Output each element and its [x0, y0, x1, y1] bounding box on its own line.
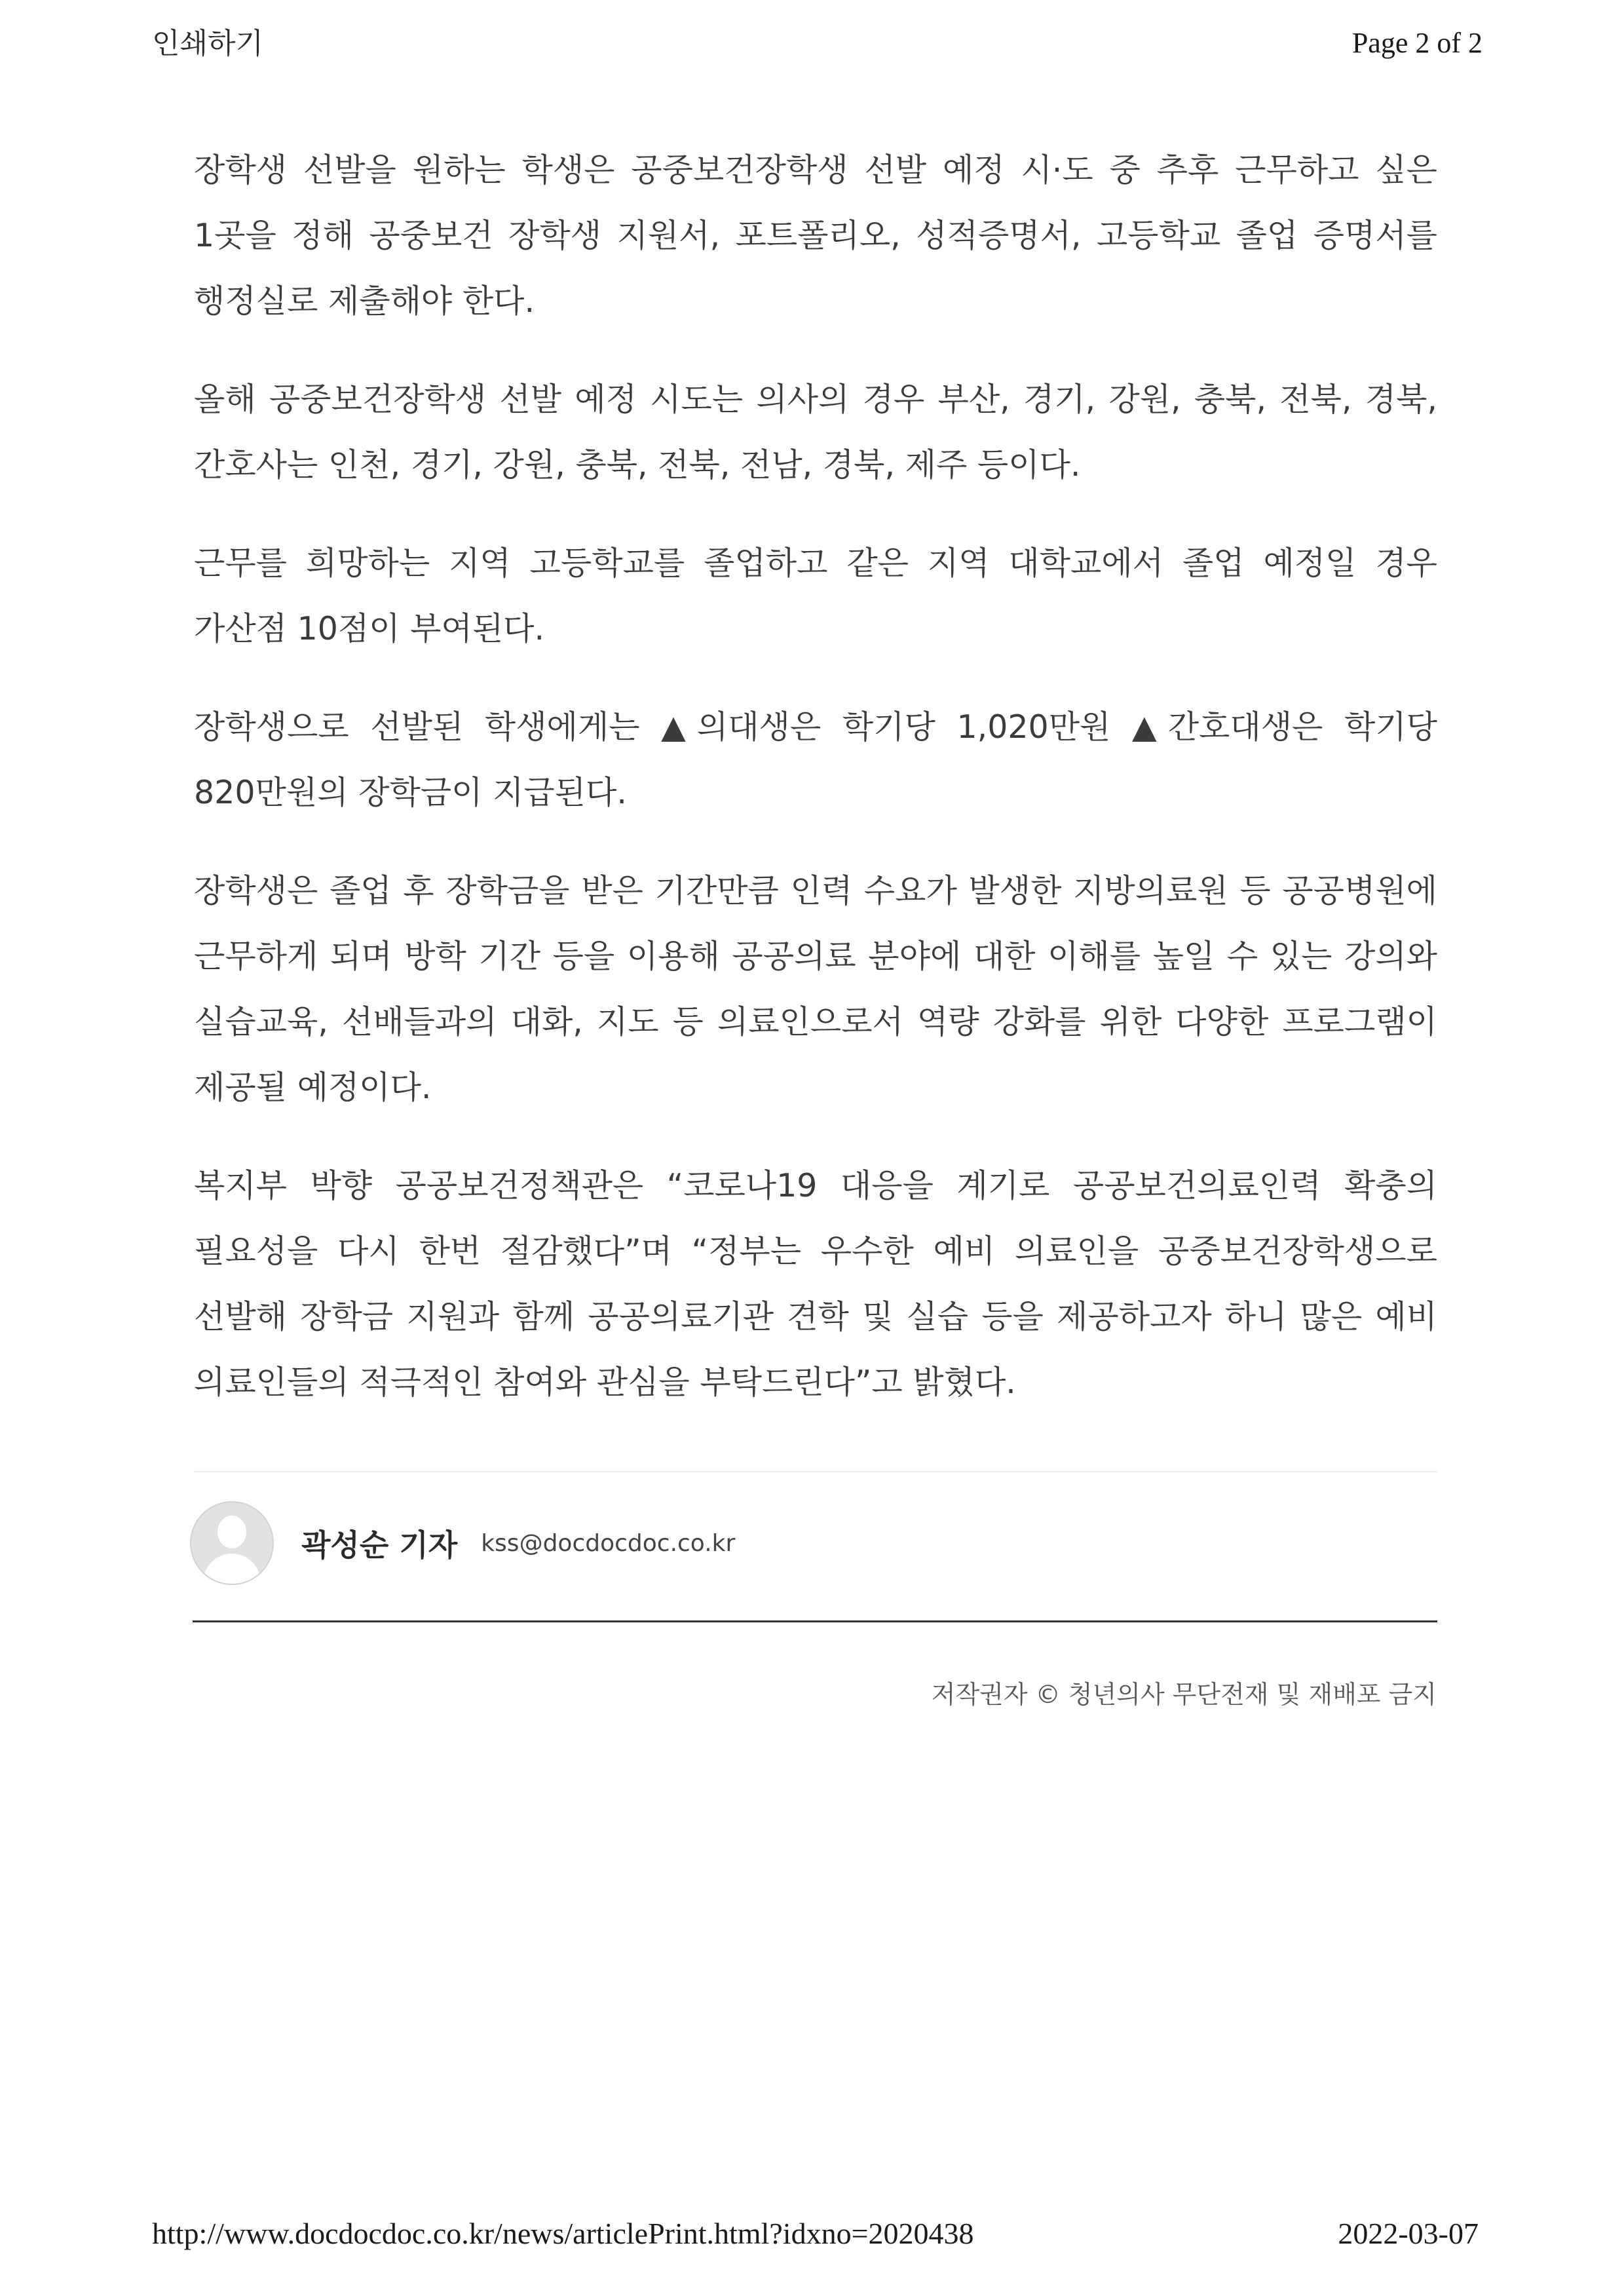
byline	[190, 1501, 735, 1586]
print-footer-date: 2022-03-07	[1338, 2217, 1479, 2250]
article-paragraph: 올해 공중보건장학생 선발 예정 시도는 의사의 경우 부산, 경기, 강원, 충북, 전북, 경북, 간호사는 인천, 경기, 강원, 충북, 전북, 전남, 경북, 제주 등이다.	[194, 381, 1437, 484]
article-body	[194, 138, 1437, 1448]
avatar-head	[217, 1516, 246, 1548]
article-paragraph: 장학생 선발을 원하는 학생은 공중보건장학생 선발 예정 시·도 중 추후 근무하고 싶은 1곳을 정해 공중보건 장학생 지원서, 포트폴리오, 성적증명서, 고등학교 졸업 증명서를 행정실로 제출해야 한다.	[194, 151, 1437, 320]
user-avatar-icon	[190, 1501, 274, 1585]
article-paragraph: 장학생으로 선발된 학생에게는 ▲의대생은 학기당 1,020만원 ▲간호대생은 학기당 820만원의 장학금이 지급된다.	[194, 708, 1437, 811]
reporter-email: kss@docdocdoc.co.kr	[481, 1529, 736, 1557]
page-number: Page 2 of 2	[1351, 27, 1482, 59]
avatar-body	[203, 1554, 261, 1585]
article-paragraph: 복지부 박향 공공보건정책관은 “코로나19 대응을 계기로 공공보건의료인력 확충의 필요성을 다시 한번 절감했다”며 “정부는 우수한 예비 의료인을 공중보건장학생으로 선발해 장학금 지원과 함께 공공의료기관 견학 및 실습 등을 제공하고자 하니 많은 예비 의료인들의 적극적인 참여와 관심을 부탁드린다”고 밝혔다.	[194, 1167, 1437, 1401]
copyright-notice: 저작권자 © 청년의사 무단전재 및 재배포 금지	[931, 1680, 1437, 1709]
byline-divider-bottom	[193, 1620, 1437, 1622]
print-header-title: 인쇄하기	[152, 27, 264, 60]
reporter-name: 곽성순 기자	[301, 1527, 458, 1563]
byline-divider-top	[194, 1471, 1437, 1472]
article-paragraph: 장학생은 졸업 후 장학금을 받은 기간만큼 인력 수요가 발생한 지방의료원 등 공공병원에 근무하게 되며 방학 기간 등을 이용해 공공의료 분야에 대한 이해를 높일 수 있는 강의와 실습교육, 선배들과의 대화, 지도 등 의료인으로서 역량 강화를 위한 다양한 프로그램이 제공될 예정이다.	[194, 872, 1437, 1106]
print-footer-url: http://www.docdocdoc.co.kr/news/articlePrint.html?idxno=2020438	[152, 2217, 974, 2250]
article-paragraph: 근무를 희망하는 지역 고등학교를 졸업하고 같은 지역 대학교에서 졸업 예정일 경우 가산점 10점이 부여된다.	[194, 545, 1437, 647]
